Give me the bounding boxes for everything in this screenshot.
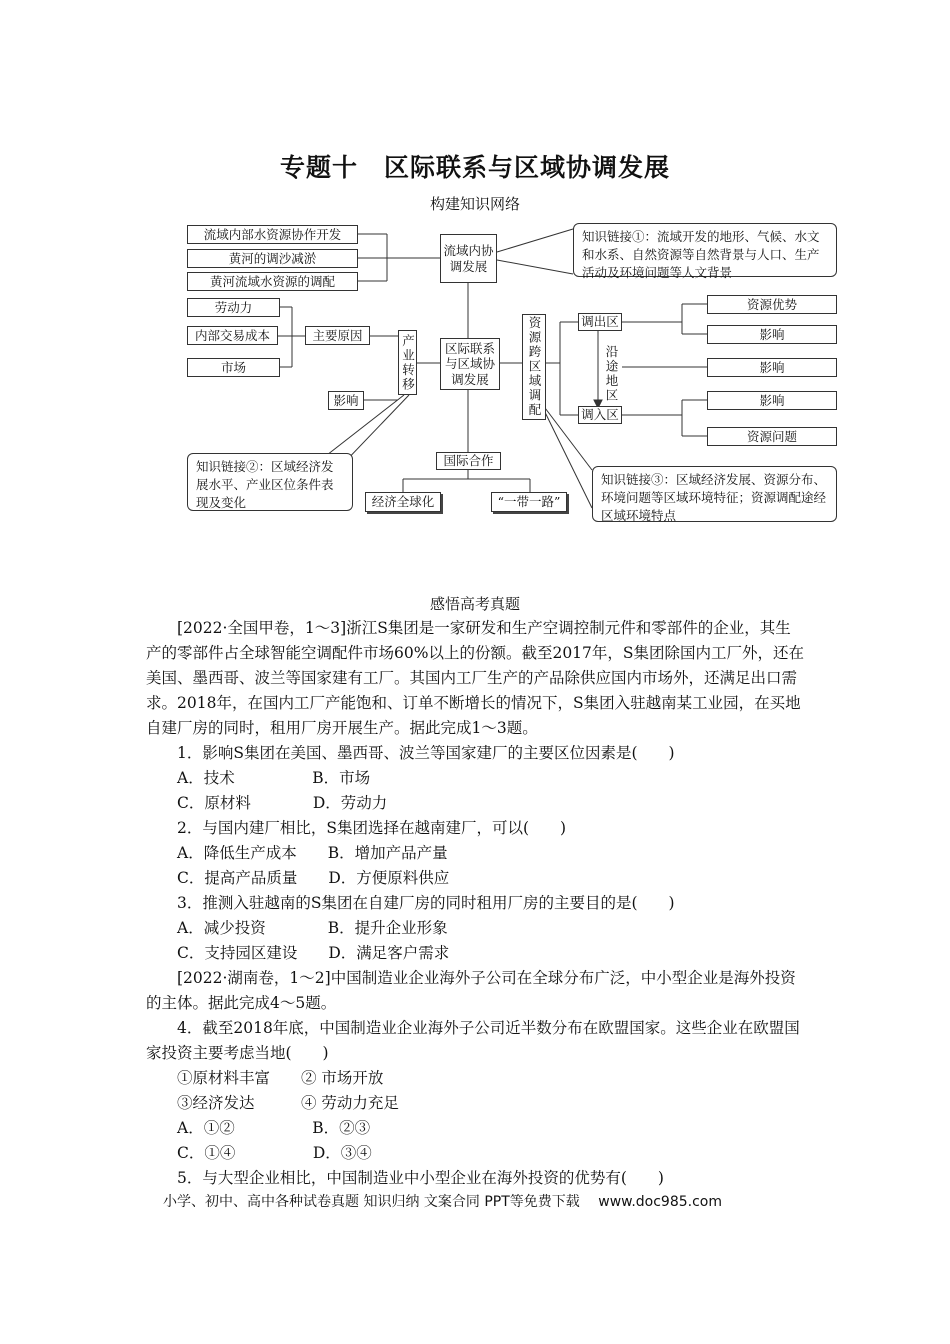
q3-options-row-1: A．减少投资 B．提升企业形象: [177, 919, 448, 937]
box-industry-transfer: 产业转移: [398, 330, 417, 395]
question-3: 3．推测入驻越南的S集团在自建厂房的同时租用厂房的主要目的是( ): [177, 894, 675, 912]
q1-options-row-1: A．技术 B．市场: [177, 769, 371, 787]
q2-options-row-1: A．降低生产成本 B．增加产品产量: [177, 844, 448, 862]
question-4: 4．截至2018年底，中国制造业企业海外子公司近半数分布在欧盟国家。这些企业在欧盟国家投资主要考虑当地( ): [146, 1019, 800, 1062]
box-main-reason: 主要原因: [305, 326, 370, 345]
section-title: 感悟高考真题: [429, 595, 520, 613]
box-center-topic: 区际联系与区域协调发展: [440, 338, 500, 390]
note-knowledge-link-3: 知识链接③：区域经济发展、资源分布、环境问题等区域环境特征；资源调配途经区域环境特点: [592, 466, 837, 522]
footer-text: 小学、初中、高中各种试卷真题 知识归纳 文案合同 PPT等免费下载: [163, 1194, 580, 1210]
box-belt-road: “一带一路”: [491, 492, 567, 512]
q4-items-row-1: ①原材料丰富 ② 市场开放: [177, 1069, 384, 1087]
label-along-route: 沿途地区: [604, 345, 619, 403]
footer: [163, 1191, 722, 1211]
question-text: [146, 616, 806, 1191]
intro-paragraph-2: [2022·湖南卷，1～2]中国制造业企业海外子公司在全球分布广泛，中小型企业是海外投资的主体。据此完成4～5题。: [146, 969, 796, 1012]
note-knowledge-link-1: 知识链接①：流域开发的地形、气候、水文和水系、自然资源等自然背景与人口、生产活动及环境问题等人文背景: [573, 223, 837, 277]
question-2: 2．与国内建厂相比，S集团选择在越南建厂，可以( ): [177, 819, 567, 837]
box-labor: 劳动力: [187, 298, 280, 317]
box-water-allocation: 黄河流域水资源的调配: [187, 272, 358, 291]
box-resource-problem: 资源问题: [707, 427, 837, 446]
box-globalization: 经济全球化: [365, 492, 441, 512]
network-title: 构建知识网络: [429, 195, 520, 213]
q4-items-row-2: ③经济发达 ④ 劳动力充足: [177, 1094, 399, 1112]
box-influence-route: 影响: [707, 358, 837, 377]
box-intl-cooperation: 国际合作: [436, 452, 501, 470]
box-influence-in: 影响: [707, 391, 837, 410]
intro-paragraph-1: [2022·全国甲卷，1～3]浙江S集团是一家研发和生产空调控制元件和零部件的企业，其生产的零部件占全球智能空调配件市场60%以上的份额。截至2017年，S集团除国内工厂外，还在美国、墨西哥、波兰等国家建有工厂。其国内工厂生产的产品除供应国内市场外，还满足出口需求。2018年，在国内工厂产能饱和、订单不断增长的情况下，S集团入驻越南某工业园，在买地自建厂房的同时，租用厂房开展生产。据此完成1～3题。: [146, 619, 805, 737]
box-resource-transfer: 资源跨区域调配: [522, 314, 546, 420]
q4-options-row-2: C．①④ D．③④: [177, 1144, 372, 1162]
box-market: 市场: [187, 358, 280, 377]
box-water-cooperation: 流域内部水资源协作开发: [187, 225, 358, 244]
box-transaction-cost: 内部交易成本: [187, 326, 278, 345]
page-title: 专题十 区际联系与区域协调发展: [279, 153, 670, 182]
box-in-region: 调入区: [578, 406, 622, 424]
box-basin-coordination: 流域内协调发展: [440, 234, 497, 283]
box-resource-advantage: 资源优势: [707, 295, 837, 314]
footer-url[interactable]: www.doc985.com: [598, 1194, 722, 1210]
q1-options-row-2: C．原材料 D．劳动力: [177, 794, 388, 812]
note-knowledge-link-2: 知识链接②：区域经济发展水平、产业区位条件表现及变化: [187, 453, 353, 511]
question-5: 5．与大型企业相比，中国制造业中小型企业在海外投资的优势有( ): [177, 1169, 664, 1187]
box-out-region: 调出区: [578, 313, 622, 331]
question-1: 1．影响S集团在美国、墨西哥、波兰等国家建厂的主要区位因素是( ): [177, 744, 675, 762]
q2-options-row-2: C．提高产品质量 D．方便原料供应: [177, 869, 450, 887]
box-influence-left: 影响: [328, 391, 364, 410]
box-sediment-reduction: 黄河的调沙减淤: [187, 249, 358, 268]
q4-options-row-1: A．①② B．②③: [177, 1119, 371, 1137]
box-influence-out: 影响: [707, 325, 837, 344]
q3-options-row-2: C．支持园区建设 D．满足客户需求: [177, 944, 450, 962]
